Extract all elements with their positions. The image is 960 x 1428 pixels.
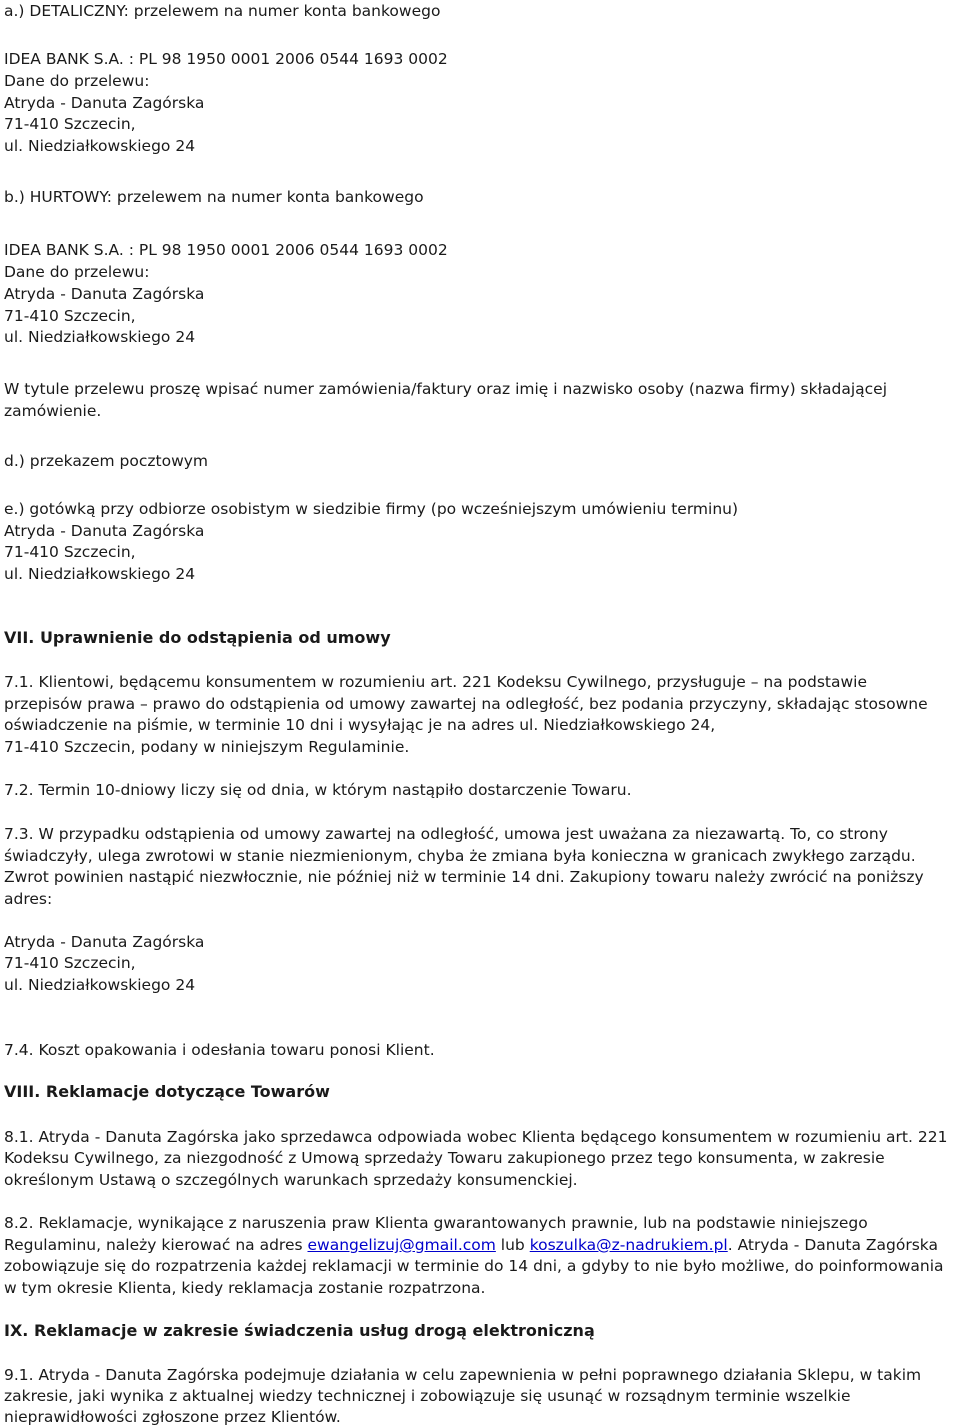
title-note-line: zamówienie. [4,402,102,420]
paragraph-9-1-line: 9.1. Atryda - Danuta Zagórska podejmuje działania w celu zapewnienia w pełni poprawnego działania Sklepu, w takim [4,1366,922,1384]
section-b-city: 71-410 Szczecin, [4,307,136,325]
title-note-line: W tytule przelewu proszę wpisać numer zamówienia/faktury oraz imię i nazwisko osoby (nazwa firmy) składającej [4,380,888,398]
section-b-street: ul. Niedziałkowskiego 24 [4,328,196,346]
paragraph-9-1-line: nieprawidłowości zgłoszone przez Klientów. [4,1408,341,1426]
paragraph-8-2-line: w tym okresie Klienta, kiedy reklamacja zostanie rozpatrzona. [4,1279,486,1297]
section-ix-heading: IX. Reklamacje w zakresie świadczenia usług drogą elektroniczną [4,1321,595,1340]
section-viii-heading: VIII. Reklamacje dotyczące Towarów [4,1082,330,1101]
email-link-ewangelizuj[interactable]: ewangelizuj@gmail.com [307,1236,496,1254]
paragraph-7-3-line: 7.3. W przypadku odstąpienia od umowy zawartej na odległość, umowa jest uważana za niezawartą. To, co strony [4,825,888,843]
paragraph-7-3-line: świadczyły, ulega zwrotowi w stanie niezmienionym, chyba że zmiana była konieczna w granicach zwykłego zarządu. [4,847,916,865]
section-vii-city: 71-410 Szczecin, [4,954,136,972]
section-a-heading: a.) DETALICZNY: przelewem na numer konta bankowego [4,2,441,20]
paragraph-7-1-line: 7.1. Klientowi, będącemu konsumentem w rozumieniu art. 221 Kodeksu Cywilnego, przysługuje – na podstawie [4,673,867,691]
section-e-text: e.) gotówką przy odbiorze osobistym w siedzibie firmy (po wcześniejszym umówieniu terminu) [4,500,739,518]
paragraph-8-2-text: . Atryda - Danuta Zagórska [727,1236,938,1254]
paragraph-7-3-line: Zwrot powinien nastąpić niezwłocznie, nie później niż w terminie 14 dni. Zakupiony towaru należy zwrócić na poniższy [4,868,924,886]
paragraph-8-1-line: określonym Ustawą o szczególnych warunkach sprzedaży konsumenckiej. [4,1171,578,1189]
section-b-name: Atryda - Danuta Zagórska [4,285,205,303]
section-b-transfer-label: Dane do przelewu: [4,263,150,281]
section-e-name: Atryda - Danuta Zagórska [4,522,205,540]
paragraph-7-3-line: adres: [4,890,53,908]
section-b-heading: b.) HURTOWY: przelewem na numer konta bankowego [4,188,424,206]
paragraph-7-1-line: oświadczenie na piśmie, w terminie 10 dni i wysyłając je na adres ul. Niedziałkowskiego 24, [4,716,716,734]
section-vii-street: ul. Niedziałkowskiego 24 [4,976,196,994]
section-a-city: 71-410 Szczecin, [4,115,136,133]
section-d-text: d.) przekazem pocztowym [4,452,209,470]
paragraph-7-1-line: 71-410 Szczecin, podany w niniejszym Regulaminie. [4,738,410,756]
section-e-street: ul. Niedziałkowskiego 24 [4,565,196,583]
paragraph-8-2-text: Regulaminu, należy kierować na adres [4,1236,308,1254]
paragraph-7-1-line: przepisów prawa – prawo do odstąpienia od umowy zawartej na odległość, bez podania przyczyny, składając stosowne [4,695,928,713]
paragraph-8-2-line: 8.2. Reklamacje, wynikające z naruszenia praw Klienta gwarantowanych prawnie, lub na podstawie niniejszego [4,1214,868,1232]
paragraph-9-1-line: zakresie, jaki wynika z aktualnej wiedzy technicznej i zobowiązuje się usunąć w rozsądnym terminie wszelkie [4,1387,851,1405]
section-a-name: Atryda - Danuta Zagórska [4,94,205,112]
section-a-street: ul. Niedziałkowskiego 24 [4,137,196,155]
paragraph-7-4: 7.4. Koszt opakowania i odesłania towaru ponosi Klient. [4,1041,435,1059]
paragraph-8-1-line: Kodeksu Cywilnego, za niezgodność z Umową sprzedaży Towaru zakupionego przez tego konsumenta, w zakresie [4,1149,885,1167]
section-a-transfer-label: Dane do przelewu: [4,72,150,90]
paragraph-7-2: 7.2. Termin 10-dniowy liczy się od dnia, w którym nastąpiło dostarczenie Towaru. [4,781,632,799]
section-vii-heading: VII. Uprawnienie do odstąpienia od umowy [4,628,391,647]
section-vii-name: Atryda - Danuta Zagórska [4,933,205,951]
paragraph-8-2-line: zobowiązuje się do rozpatrzenia każdej reklamacji w terminie do 14 dni, a gdyby to nie było możliwe, do poinformowania [4,1257,944,1275]
section-e-city: 71-410 Szczecin, [4,543,136,561]
paragraph-8-2-text: lub [495,1236,530,1254]
section-a-account: IDEA BANK S.A. : PL 98 1950 0001 2006 0544 1693 0002 [4,50,448,68]
paragraph-8-2-line [4,1234,956,1256]
section-b-account: IDEA BANK S.A. : PL 98 1950 0001 2006 0544 1693 0002 [4,241,448,259]
paragraph-8-1-line: 8.1. Atryda - Danuta Zagórska jako sprzedawca odpowiada wobec Klienta będącego konsumentem w rozumieniu art. 221 [4,1128,948,1146]
email-link-koszulka[interactable]: koszulka@z-nadrukiem.pl [529,1236,728,1254]
